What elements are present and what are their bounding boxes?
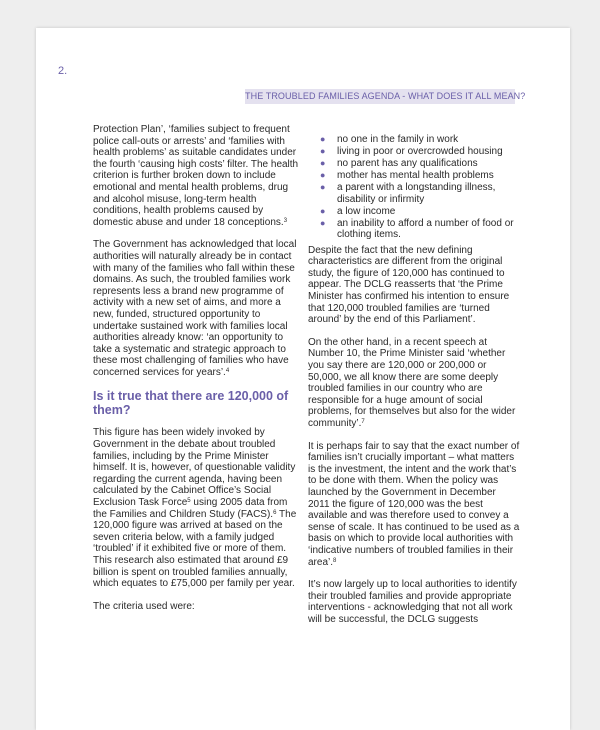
list-item-text: a parent with a longstanding illness, disability or infirmity — [337, 181, 496, 205]
running-header: THE TROUBLED FAMILIES AGENDA - WHAT DOES IT ALL MEAN? — [245, 89, 515, 104]
left-column — [93, 124, 303, 623]
paragraph-text: Protection Plan’, ‘families subject to frequent police call-outs or arrests’ and ‘families with health problems’ as suitable candidates under the fourth ‘causing high costs’ filter. The health criterion is further broken down to include emotional and mental health problems, drug and alcohol misuse, long-term health conditions, health problems caused by domestic abuse and under 18 conceptions. — [93, 124, 299, 228]
list-item — [308, 182, 520, 205]
paragraph — [93, 427, 303, 589]
list-item — [308, 158, 520, 170]
paragraph: Despite the fact that the new defining characteristics are different from the original study, the figure of 120,000 has continued to appear. The DCLG reasserts that ‘the Prime Minister has confirmed his intention to ensure that 120,000 troubled families are ‘turned around’ by the end of this Parliament’. — [308, 244, 510, 326]
footnote-ref[interactable]: 3 — [283, 217, 288, 224]
paragraph-text: using 2005 data from the Families and Children Study (FACS). — [93, 497, 288, 520]
bullet-icon: ● — [320, 181, 326, 192]
paragraph — [308, 337, 520, 430]
bullet-icon: ● — [320, 217, 326, 228]
list-item — [308, 134, 520, 146]
paragraph-text: The Government has acknowledged that local authorities will naturally already be in contact with many of the families who fall within these domains. As such, the troubled families work represents less a brand new programme of activity with a new set of aims, and more a new, funded, structured opportunity to undertake sustained work with families local authorities already know: ‘an opportunity to take a systematic and strategic approach to these most challenging of families who have concerned services for years’. — [93, 239, 297, 378]
bullet-icon: ● — [320, 145, 326, 156]
list-item-text: no parent has any qualifications — [337, 157, 478, 169]
criteria-list — [308, 134, 520, 241]
bullet-icon: ● — [320, 157, 326, 168]
paragraph-text: It is perhaps fair to say that the exact number of families isn’t crucially important – what matters is the investment, the intent and the work that’s to be done with them. When the policy was launched by the Government in December 2011 the figure of 120,000 was the best available and was therefore used to convey a sense of scale. It has continued to be used as a basis on which to provide local authorities with ‘indicative numbers of troubled families in their area’. — [308, 440, 520, 568]
list-item — [308, 170, 520, 182]
list-item — [308, 206, 520, 218]
paragraph-text: The 120,000 figure was arrived at based on the seven criteria below, with a family judged ‘troubled’ if it exhibited five or more of them. This research also estimated that around £9 billion is spent on troubled families annually, which equates to £75,000 per family per year. — [93, 508, 297, 590]
footnote-ref[interactable]: 5 — [187, 498, 191, 505]
page-number: 2. — [58, 65, 68, 77]
footnote-ref[interactable]: 8 — [333, 557, 337, 564]
bullet-icon: ● — [320, 169, 326, 180]
list-item-text: living in poor or overcrowded housing — [337, 145, 503, 157]
footnote-ref[interactable]: 7 — [361, 419, 365, 425]
paragraph-text: On the other hand, in a recent speech at Number 10, the Prime Minister said ‘whether you say there are 120,000 or 200,000 or 50,000, we all know there are some deeply troubled families in our country who are responsible for a huge amount of social problems, for themselves but also for the wider community’. — [308, 336, 516, 429]
footnote-ref[interactable]: 4 — [225, 367, 230, 374]
list-item-text: mother has mental health problems — [337, 169, 494, 181]
bullet-icon: ● — [320, 134, 326, 144]
list-item-text: an inability to afford a number of food or clothing items. — [337, 217, 514, 241]
paragraph — [93, 124, 303, 228]
paragraph: It’s now largely up to local authorities to identify their troubled families and provide appropriate interventions - acknowledging that not all work will be successful, the DCLG suggests — [308, 579, 517, 625]
paragraph-text: This figure has been widely invoked by Government in the debate about troubled families, including by the Prime Minister himself. It is, however, of questionable validity regarding the current agenda, having been calculated by the Cabinet Office’s Social Exclusion Task Force — [93, 427, 296, 509]
section-heading: Is it true that there are 120,000 of them? — [93, 389, 289, 418]
paragraph — [308, 441, 520, 569]
right-column — [308, 124, 520, 637]
list-item-text: a low income — [337, 205, 396, 217]
paragraph — [93, 239, 303, 378]
footnote-ref[interactable]: 6 — [273, 509, 277, 516]
list-item — [308, 218, 520, 241]
list-item-text: no one in the family in work — [337, 134, 459, 145]
paragraph: The criteria used were: — [93, 600, 195, 612]
bullet-icon: ● — [320, 205, 326, 216]
list-item — [308, 146, 520, 158]
